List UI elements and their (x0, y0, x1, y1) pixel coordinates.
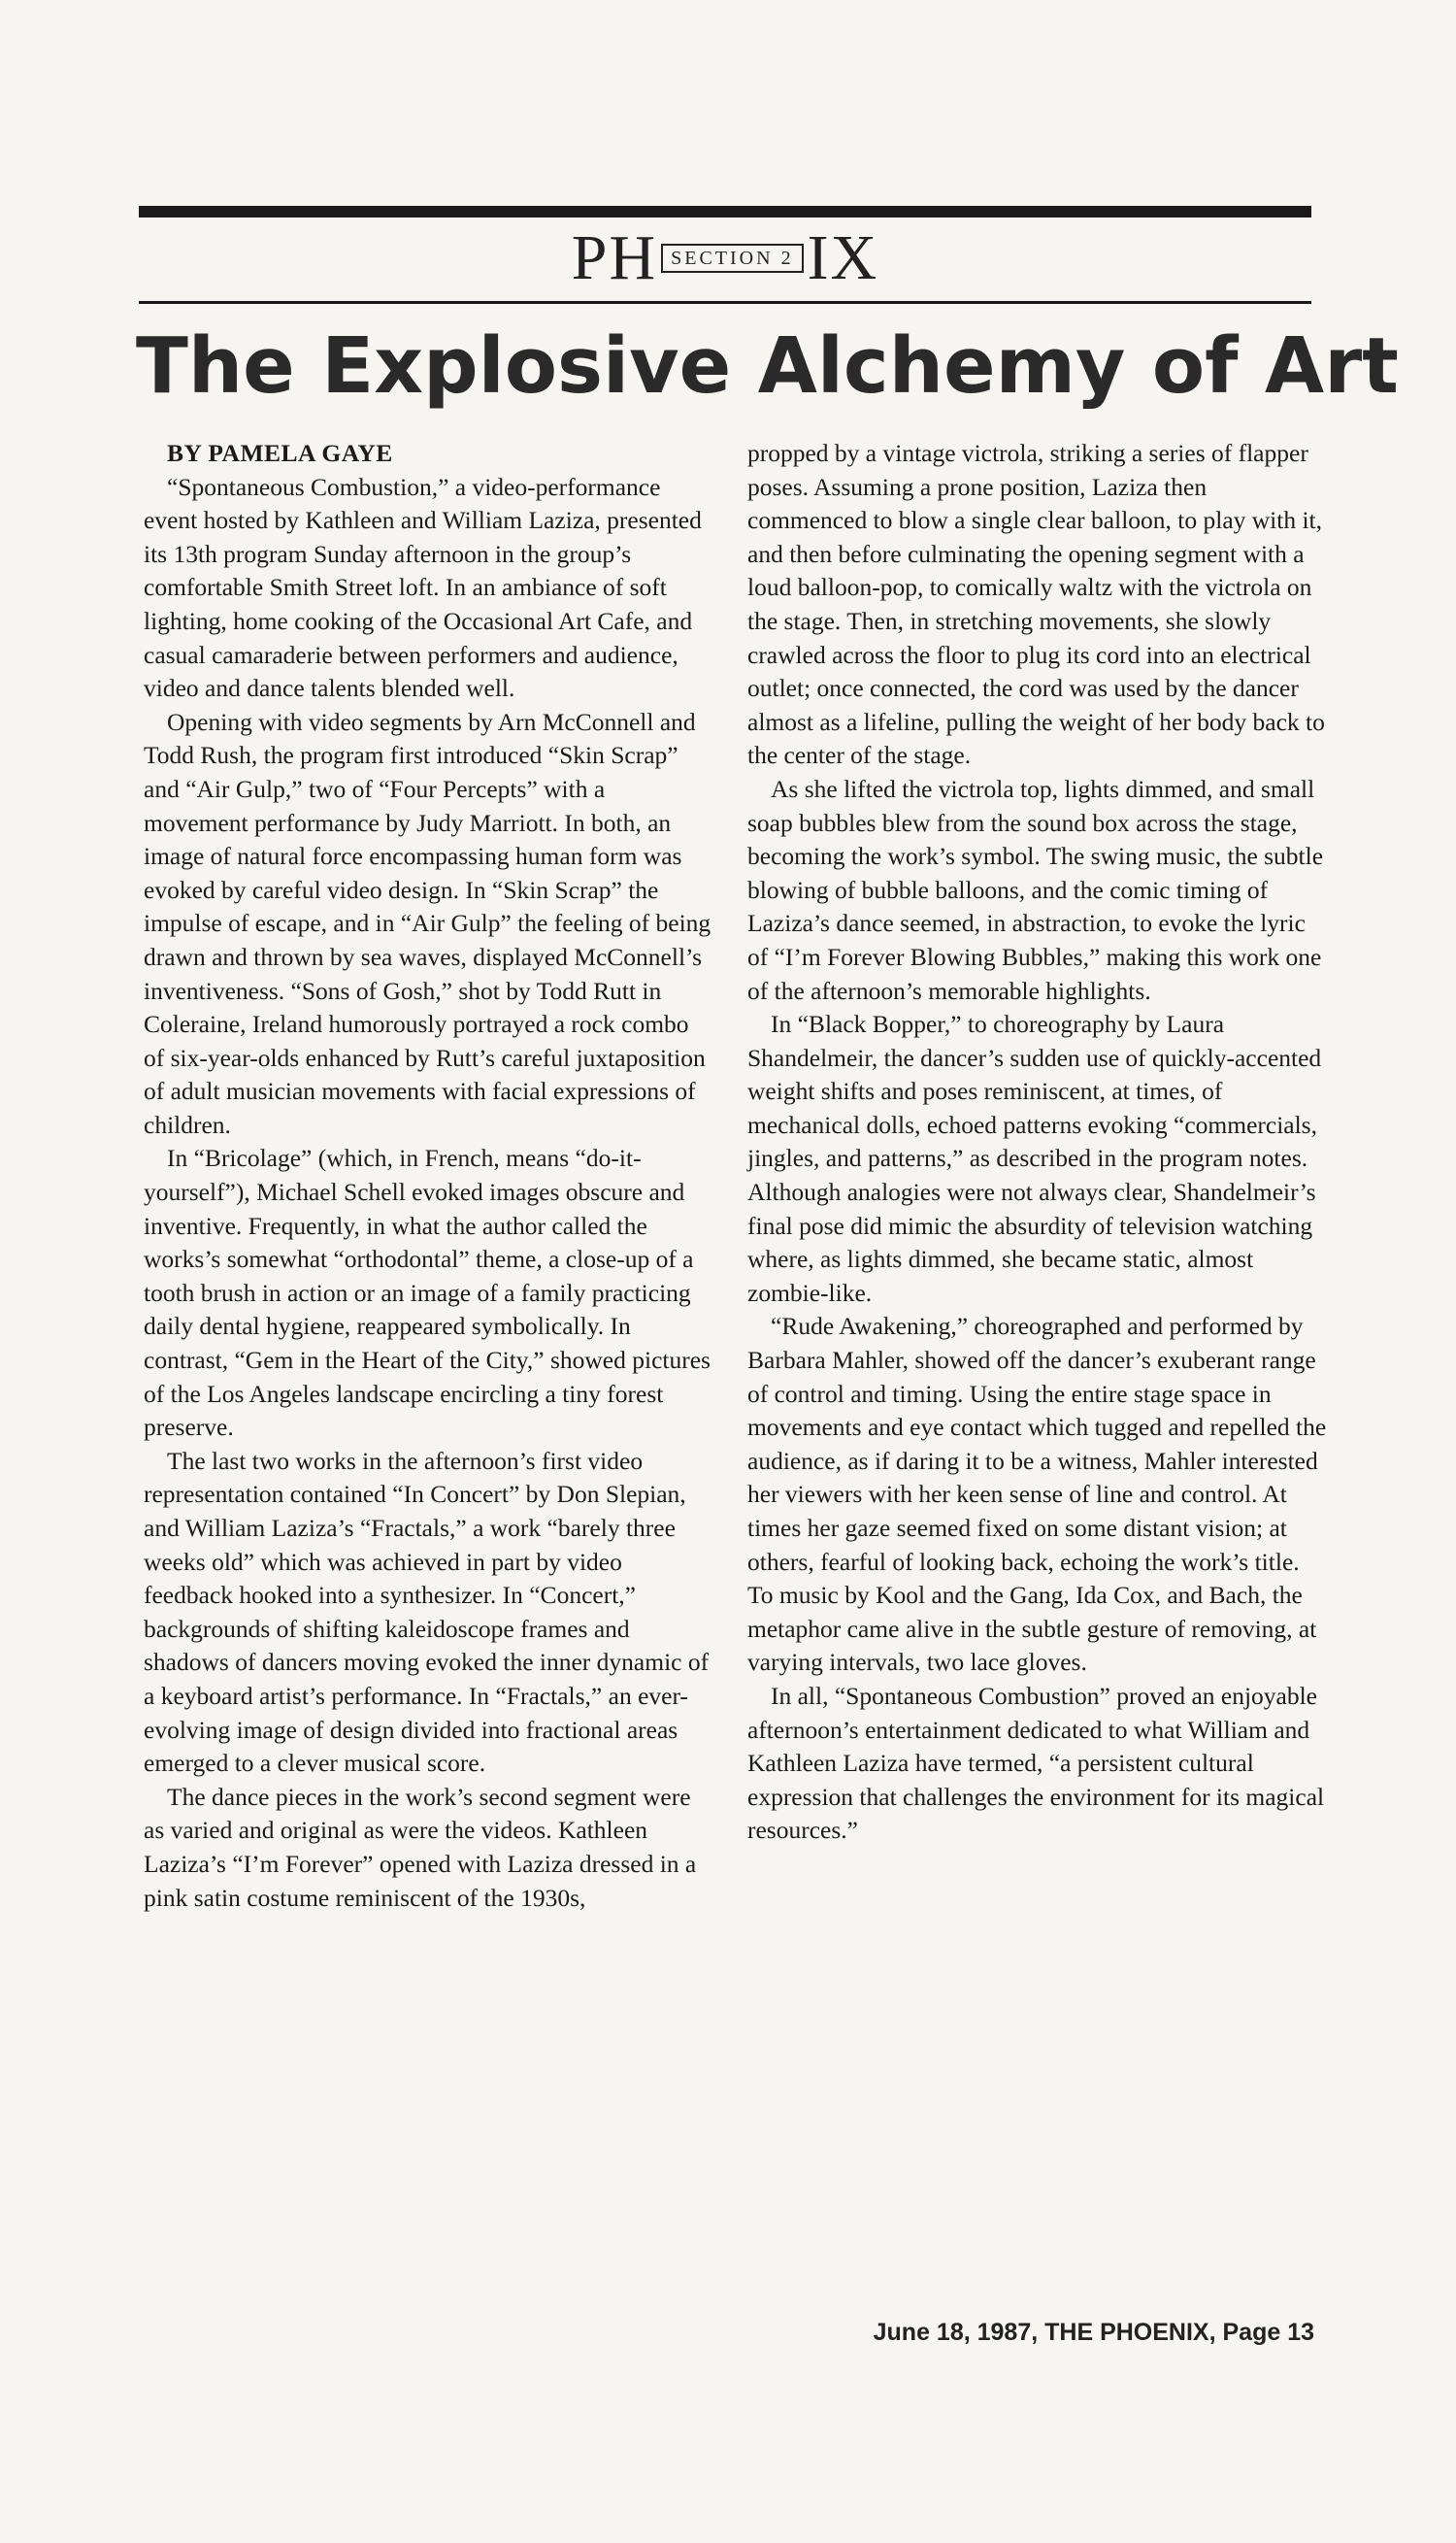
masthead-bottom-rule (139, 301, 1311, 304)
paragraph: Opening with video segments by Arn McConnell and Todd Rush, the program first introduced “Skin Scrap” and “Air Gulp,” two of “Four Percepts” with a movement performance by Judy Marriott. In both, an image of natural force encompassing human form was evoked by careful video design. In “Skin Scrap” the impulse of escape, and in “Air Gulp” the feeling of being drawn and thrown by sea waves, displayed McConnell’s inventiveness. “Sons of Gosh,” shot by Todd Rutt in Coleraine, Ireland humorously portrayed a rock combo of six-year-olds enhanced by Rutt’s careful juxtaposition of adult musician movements with facial expressions of children. (144, 707, 711, 1139)
paragraph: propped by a vintage victrola, striking a series of flapper poses. Assuming a prone position, Laziza then commenced to blow a single clear balloon, to play with it, and then before culminating the opening segment with a loud balloon-pop, to comically waltz with the victrola on the stage. Then, in stretching movements, she slowly crawled across the floor to plug its cord into an electrical outlet; once connected, the cord was used by the dancer almost as a lifeline, pulling the weight of her body back to the center of the stage. (747, 439, 1325, 770)
masthead-right: IX (807, 222, 879, 293)
paragraph: The last two works in the afternoon’s first video representation contained “In Concert” by Don Slepian, and William Laziza’s “Fractals,” a work “barely three weeks old” which was achieved in part by video feedback hooked into a synthesizer. In “Concert,” backgrounds of shifting kaleidoscope frames and shadows of dancers moving evoked the inner dynamic of a keyboard artist’s performance. In “Fractals,” an ever-evolving image of design divided into fractional areas emerged to a clever musical score. (144, 1446, 710, 1778)
paragraph: In “Bricolage” (which, in French, means “do-it-yourself”), Michael Schell evoked images obscure and inventive. Frequently, in what the author called the works’s somewhat “orthodontal” theme, a close-up of a tooth brush in action or an image of a family practicing daily dental hygiene, reappeared symbolically. In contrast, “Gem in the Heart of the City,” showed pictures of the Los Angeles landscape encircling a tiny forest preserve. (144, 1144, 711, 1442)
paragraph: As she lifted the victrola top, lights dimmed, and small soap bubbles blew from the sound box across the stage, becoming the work’s symbol. The swing music, the subtle blowing of bubble balloons, and the comic timing of Laziza’s dance seemed, in abstraction, to evoke the lyric of “I’m Forever Blowing Bubbles,” making this work one of the afternoon’s memorable highlights. (747, 774, 1324, 1005)
section-label: SECTION 2 (661, 244, 803, 273)
paragraph: The dance pieces in the work’s second segment were as varied and original as were the videos. Kathleen Laziza’s “I’m Forever” opened with Laziza dressed in a pink satin costume reminiscent of the 1930s, (144, 1782, 697, 1912)
paragraph: “Rude Awakening,” choreographed and performed by Barbara Mahler, showed off the dancer’s exuberant range of control and timing. Using the entire stage space in movements and eye contact which tugged and repelled the audience, as if daring it to be a witness, Mahler interested her viewers with her keen sense of line and control. At times her gaze seemed fixed on some distant vision; at others, fearful of looking back, echoing the work’s title. To music by Kool and the Gang, Ida Cox, and Bach, the metaphor came alive in the subtle gesture of removing, at varying intervals, two lace gloves. (747, 1312, 1327, 1677)
masthead-top-rule (139, 206, 1311, 217)
masthead-left: PH (571, 222, 658, 293)
paragraph: In “Black Bopper,” to choreography by Laura Shandelmeir, the dancer’s sudden use of quickly-accented weight shifts and poses reminiscent, at times, of mechanical dolls, echoed patterns evoking “commercials, jingles, and patterns,” as described in the program notes. Although analogies were not always clear, Shandelmeir’s final pose did mimic the absurdity of television watching where, as lights dimmed, she became static, almost zombie-like. (747, 1010, 1322, 1307)
paragraph: “Spontaneous Combustion,” a video-performance event hosted by Kathleen and William Laziza, presented its 13th program Sunday afternoon in the group’s comfortable Smith Street loft. In an ambiance of soft lighting, home cooking of the Occasional Art Cafe, and casual camaraderie between performers and audience, video and dance talents blended well. (144, 472, 702, 703)
right-column (747, 437, 1328, 1848)
left-column (144, 437, 714, 1915)
paragraph: In all, “Spontaneous Combustion” proved an enjoyable afternoon’s entertainment dedicated to what William and Kathleen Laziza have termed, “a persistent cultural expression that challenges the environment for its magical resources.” (747, 1681, 1325, 1845)
article-headline: The Explosive Alchemy of Art (136, 321, 1399, 411)
page-footer: June 18, 1987, THE PHOENIX, Page 13 (873, 2319, 1314, 2346)
masthead (139, 217, 1311, 299)
byline: BY PAMELA GAYE (167, 439, 393, 467)
